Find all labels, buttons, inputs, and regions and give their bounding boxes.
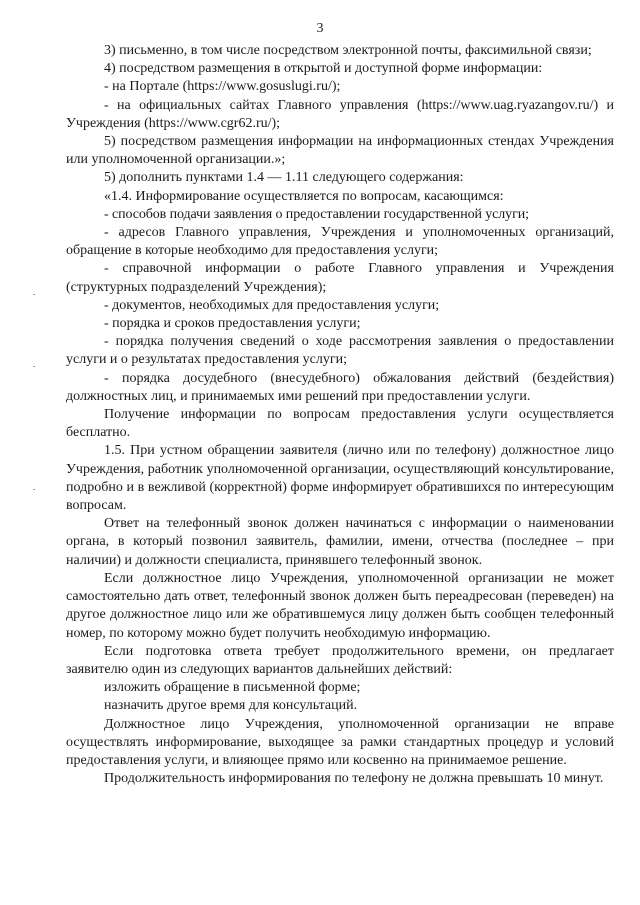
paragraph: 5) посредством размещения информации на информационных стендах Учреждения или уполномоченной организации.»; [66, 134, 614, 168]
paragraph: Должностное лицо Учреждения, уполномоченной организации не вправе осуществлять информирование, выходящее за рамки стандартных процедур и условий предоставления услуги, и влияющее прямо или косвенно на принимаемое решение. [66, 716, 614, 768]
paragraph: Продолжительность информирования по телефону не должна превышать 10 минут. [104, 771, 604, 787]
list-item: - порядка и сроков предоставления услуги; [104, 316, 361, 332]
document-body [66, 42, 614, 788]
paragraph: Получение информации по вопросам предоставления услуги осуществляется бесплатно. [66, 407, 614, 441]
margin-mark [33, 366, 35, 367]
paragraph: Если подготовка ответа требует продолжительного времени, он предлагает заявителю один из следующих вариантов дальнейших действий: [66, 643, 614, 677]
list-item: - порядка получения сведений о ходе рассмотрения заявления о предоставлении услуги и о результатах предоставления услуги; [66, 334, 614, 368]
list-item: - справочной информации о работе Главного управления и Учреждения (структурных подразделений Учреждения); [66, 261, 614, 295]
list-item: - порядка досудебного (внесудебного) обжалования действий (бездействия) должностных лиц, и принимаемых ими решений при предоставлении услуги. [66, 370, 614, 404]
paragraph: Ответ на телефонный звонок должен начинаться с информации о наименовании органа, в который позвонил заявитель, фамилии, имени, отчества (последнее – при наличии) и должности специалиста, принявшего телефонный звонок. [66, 516, 614, 568]
paragraph: Если должностное лицо Учреждения, уполномоченной организации не может самостоятельно дать ответ, телефонный звонок должен быть переадресован (переведен) на другое должностное лицо или же обратившемуся лицу должен быть сообщен телефонный номер, по которому можно будет получить необходимую информацию. [66, 570, 614, 641]
paragraph: 5) дополнить пунктами 1.4 — 1.11 следующего содержания: [104, 170, 464, 186]
list-item: - адресов Главного управления, Учреждения и уполномоченных организаций, обращение в которые необходимо для предоставления услуги; [66, 225, 614, 259]
section-heading: «1.4. Информирование осуществляется по вопросам, касающимся: [104, 188, 504, 204]
list-item: - на Портале (https://www.gosuslugi.ru/); [104, 79, 341, 95]
margin-mark [33, 489, 35, 490]
list-item: изложить обращение в письменной форме; [104, 680, 361, 696]
page-number: 3 [316, 21, 324, 36]
section-heading: 1.5. При устном обращении заявителя (лично или по телефону) должностное лицо Учреждения, работник уполномоченной организации, осуществляющий консультирование, подробно и в вежливой (корректной) форме информирует обратившихся по интересующим вопросам. [66, 443, 614, 514]
margin-mark [33, 294, 35, 295]
list-item: - способов подачи заявления о предоставлении государственной услуги; [104, 206, 529, 222]
list-item: - документов, необходимых для предоставления услуги; [104, 297, 440, 313]
list-item: - на официальных сайтах Главного управления (https://www.uag.ryazangov.ru/) и Учреждения (https://www.cgr62.ru/); [66, 97, 614, 131]
list-item: назначить другое время для консультаций. [104, 698, 358, 714]
paragraph: 4) посредством размещения в открытой и доступной форме информации: [104, 61, 543, 77]
paragraph: 3) письменно, в том числе посредством электронной почты, факсимильной связи; [104, 43, 592, 58]
